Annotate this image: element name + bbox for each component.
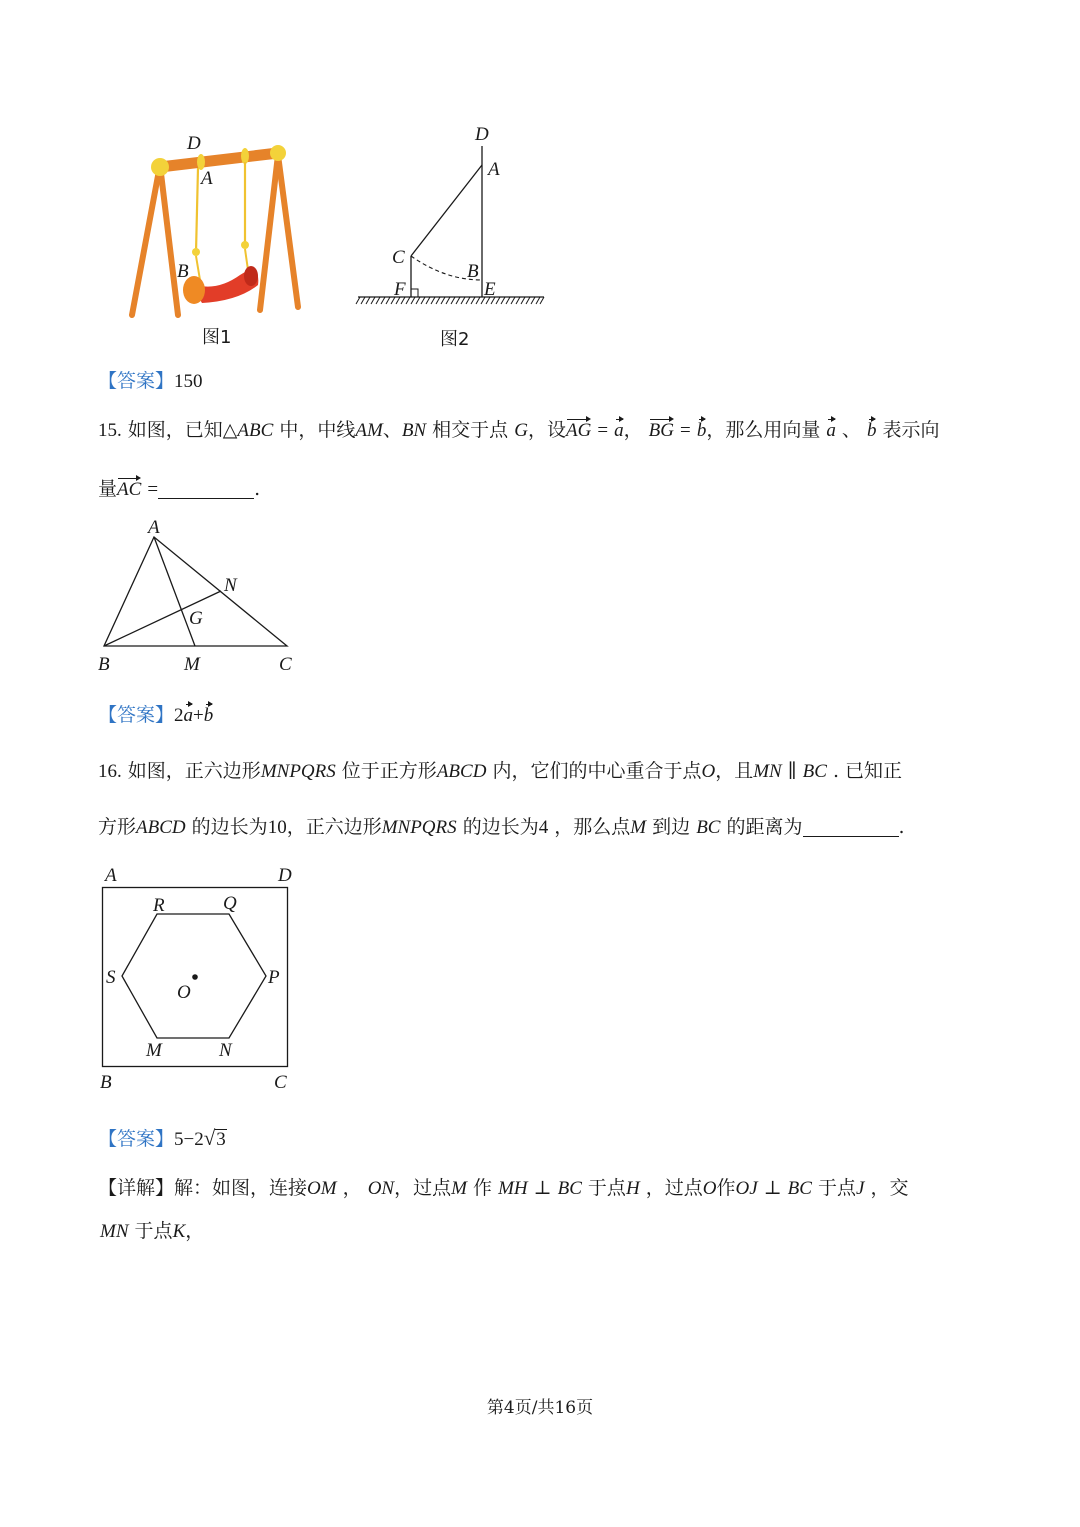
sq-label-c: C: [274, 1072, 287, 1093]
segment-oj: OJ: [735, 1178, 758, 1199]
hex-label-p: P: [268, 967, 280, 988]
fig1-label-b: B: [177, 261, 189, 282]
question-number: 15.: [98, 420, 122, 441]
tri-label-n: N: [224, 575, 237, 596]
q16-text: ，正六边形: [286, 816, 382, 838]
q15-median-bn: BN: [401, 420, 427, 441]
point-k: K: [172, 1221, 186, 1242]
tri-label-g: G: [189, 608, 203, 629]
sq-label-b: B: [100, 1072, 112, 1093]
q16-text: 如图，正六边形: [127, 760, 261, 782]
perpendicular-symbol: ⊥: [533, 1178, 552, 1199]
detail-text: 于点: [134, 1220, 173, 1242]
vector-b: b: [866, 420, 877, 441]
fig2-label-c: C: [392, 247, 405, 268]
q16-bc: BC: [696, 817, 721, 838]
q15-triangle: ABC: [237, 420, 274, 441]
point-j: J: [855, 1178, 865, 1199]
q16-square: ABCD: [136, 817, 186, 838]
q16-text: 的边长为: [462, 816, 539, 838]
vector-ag: AG: [565, 420, 592, 441]
hex-label-m: M: [146, 1040, 162, 1061]
point-o: O: [702, 1178, 717, 1199]
q15-text: 相交于点: [432, 419, 509, 441]
period: .: [898, 816, 905, 838]
segment-om: OM: [307, 1178, 337, 1199]
answer-16-a: 5: [174, 1129, 184, 1150]
q15-text: ，设: [527, 419, 566, 441]
answer-16-radicand: 3: [216, 1129, 226, 1150]
hexagon-side-length: 4: [538, 817, 549, 838]
hex-label-r: R: [153, 895, 165, 916]
point-h: H: [625, 1178, 640, 1199]
q16-bc: BC: [802, 761, 827, 782]
detail-text: ，过点: [645, 1177, 703, 1199]
q16-text: ，且: [715, 760, 754, 782]
q15-text: 表示向: [882, 419, 940, 441]
tri-label-a: A: [148, 517, 160, 538]
answer-14: [98, 366, 203, 393]
sq-label-d: D: [278, 865, 292, 886]
point-m: M: [451, 1178, 467, 1199]
q16-hexagon: MNPQRS: [381, 817, 457, 838]
detail-text: 作: [473, 1177, 493, 1199]
page-footer: 第4页/共16页: [486, 1398, 594, 1418]
q16-text: ，那么点: [554, 816, 631, 838]
fig2-label-d: D: [475, 124, 489, 145]
q15-text: 如图，已知△: [127, 419, 238, 441]
segment-bc: BC: [557, 1178, 582, 1199]
answer-tag: 【答案】: [98, 704, 175, 726]
tri-label-b: B: [98, 654, 110, 675]
q15-text: 中，中线: [279, 419, 356, 441]
segment-bc: BC: [787, 1178, 812, 1199]
answer-16-b: 2: [194, 1129, 204, 1150]
detail-text: 于点: [817, 1177, 856, 1199]
detail-text: 于点: [587, 1177, 626, 1199]
q16-text: 方形: [98, 816, 137, 838]
equals: =: [597, 420, 609, 441]
tri-label-c: C: [279, 654, 292, 675]
q15-text: 量: [98, 478, 118, 500]
minus: −: [183, 1129, 195, 1150]
q16-text: 到边: [652, 816, 691, 838]
hex-label-n: N: [219, 1040, 232, 1061]
vector-ac: AC: [117, 479, 142, 500]
parallel-symbol: ∥: [787, 761, 797, 782]
q15-text: 、: [382, 419, 402, 441]
q16-text: 内，它们的中心重合于点: [492, 760, 702, 782]
q15-text: ，那么用向量: [706, 419, 821, 441]
q16-point-m: M: [630, 817, 647, 838]
fig2-label-a: A: [488, 159, 500, 180]
vector-bg: BG: [648, 420, 674, 441]
comma: ，: [185, 1220, 205, 1242]
swing-figure: [120, 125, 320, 355]
detail-line1: [98, 1173, 908, 1200]
fig2-label-b: B: [467, 261, 479, 282]
square-hexagon-figure: [95, 860, 310, 1095]
vector-a: a: [614, 420, 624, 441]
fig2-label-e: E: [484, 279, 496, 300]
question-number: 16.: [98, 761, 122, 782]
vector-a: a: [826, 420, 836, 441]
q16-square: ABCD: [436, 761, 487, 782]
center-label-o: O: [177, 982, 191, 1003]
hex-label-s: S: [106, 967, 116, 988]
detail-text: 作: [716, 1177, 736, 1199]
perpendicular-symbol: ⊥: [763, 1178, 782, 1199]
segment-mh: MH: [498, 1178, 528, 1199]
comma: ，: [342, 1177, 362, 1199]
answer-14-value: 150: [174, 371, 203, 392]
answer-tag: 【答案】: [98, 1128, 175, 1150]
detail-text: ，交: [870, 1177, 909, 1199]
fig1-label-d: D: [187, 133, 201, 154]
tri-label-m: M: [184, 654, 200, 675]
plus: +: [193, 705, 204, 726]
q16-text: 的边长为: [191, 816, 268, 838]
q15-median-am: AM: [355, 420, 383, 441]
q16-point-o: O: [701, 761, 716, 782]
detail-line2: [100, 1216, 204, 1243]
segment-on: ON: [367, 1178, 395, 1199]
answer-tag: 【答案】: [98, 370, 175, 392]
detail-tag: 【详解】: [98, 1177, 175, 1199]
radical-sign-icon: √: [203, 1126, 216, 1150]
hex-label-q: Q: [223, 893, 237, 914]
answer-16: [98, 1124, 227, 1151]
separator: 、: [841, 419, 861, 441]
equals: =: [147, 479, 159, 500]
q16-mn: MN: [753, 761, 782, 782]
equals: =: [680, 420, 691, 441]
q16-hexagon: MNPQRS: [260, 761, 336, 782]
fig2-diagram: [350, 120, 550, 315]
answer-15: [98, 700, 213, 727]
detail-text: 解：如图，连接: [174, 1177, 308, 1199]
question-15-line2: [98, 474, 260, 501]
comma: ，: [623, 419, 643, 441]
q16-text: . 已知正: [832, 760, 903, 782]
period: .: [254, 478, 261, 500]
square-side-length: 10: [267, 817, 287, 838]
question-16-line2: [98, 812, 905, 839]
fig1-caption: 图1: [202, 327, 232, 348]
segment-mn: MN: [100, 1221, 129, 1242]
detail-text: ，过点: [394, 1177, 452, 1199]
fig1-label-a: A: [201, 168, 213, 189]
fig2-caption: 图2: [440, 329, 470, 350]
question-15-line1: [98, 415, 940, 442]
q16-text: 的距离为: [726, 816, 803, 838]
answer-blank[interactable]: [803, 818, 899, 837]
answer-blank[interactable]: [158, 480, 254, 499]
q15-point-g: G: [514, 420, 528, 441]
fig2-label-f: F: [394, 279, 406, 300]
vector-b: b: [203, 705, 214, 726]
q16-text: 位于正方形: [341, 760, 437, 782]
vector-a: a: [183, 705, 194, 726]
triangle-figure: [92, 515, 307, 680]
answer-15-coef: 2: [174, 705, 184, 726]
vector-b: b: [696, 420, 707, 441]
sq-label-a: A: [105, 865, 117, 886]
question-16-line1: [98, 756, 902, 783]
